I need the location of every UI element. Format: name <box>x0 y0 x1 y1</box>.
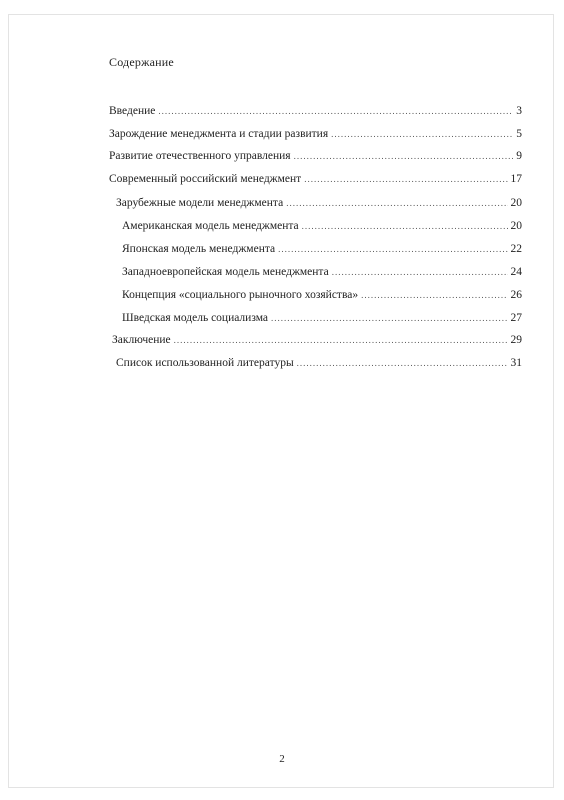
toc-entry-label: Список использованной литературы <box>116 357 294 369</box>
toc-leader-dots <box>304 172 507 186</box>
toc-entry-label: Развитие отечественного управления <box>109 150 291 162</box>
toc-entry-page: 26 <box>510 289 522 301</box>
toc-leader-dots <box>302 219 508 233</box>
toc-leader-dots <box>332 265 508 279</box>
toc-entry-page: 20 <box>510 220 522 232</box>
toc-entry-label: Заключение <box>112 334 171 346</box>
toc-entry-introduction <box>109 104 522 118</box>
toc-entry-social-market <box>122 288 522 302</box>
toc-entry-page: 24 <box>510 266 522 278</box>
toc-entry-domestic <box>109 149 522 163</box>
toc-entry-western-european <box>122 265 522 279</box>
toc-entry-label: Зарубежные модели менеджмента <box>116 197 284 209</box>
toc-entry-japanese <box>122 242 522 256</box>
toc-entry-bibliography <box>116 356 522 370</box>
page-number: 2 <box>279 753 285 765</box>
toc-leader-dots <box>174 333 508 347</box>
toc-entry-page: 31 <box>510 357 522 369</box>
toc-entry-label: Современный российский менеджмент <box>109 173 302 185</box>
toc-leader-dots <box>278 242 507 256</box>
toc-entry-conclusion <box>112 333 522 347</box>
toc-entry-page: 20 <box>510 197 522 209</box>
toc-entry-page: 17 <box>510 173 522 185</box>
toc-entry-american <box>122 219 522 233</box>
toc-leader-dots <box>294 149 514 163</box>
toc-leader-dots <box>158 104 513 118</box>
toc-entry-label: Японская модель менеджмента <box>122 243 276 255</box>
toc-entry-page: 3 <box>516 105 522 117</box>
toc-entry-label: Введение <box>109 105 156 117</box>
toc-entry-russian <box>109 172 522 186</box>
toc-leader-dots <box>271 311 507 325</box>
toc-entry-label: Западноевропейская модель менеджмента <box>122 266 329 278</box>
toc-leader-dots <box>361 288 507 302</box>
toc-entry-page: 22 <box>510 243 522 255</box>
toc-entry-label: Американская модель менеджмента <box>122 220 299 232</box>
toc-entry-swedish <box>122 311 522 325</box>
toc-entry-label: Концепция «социального рыночного хозяйства» <box>122 289 359 301</box>
toc-entry-origin <box>109 127 522 141</box>
toc-leader-dots <box>297 356 508 370</box>
toc-leader-dots <box>286 196 507 210</box>
toc-entry-page: 27 <box>510 312 522 324</box>
toc-entry-label: Шведская модель социализма <box>122 312 269 324</box>
toc-leader-dots <box>331 127 513 141</box>
toc-entry-page: 9 <box>516 150 522 162</box>
toc-entry-page: 5 <box>516 128 522 140</box>
toc-title: Содержание <box>109 55 174 69</box>
toc-entry-page: 29 <box>510 334 522 346</box>
toc-entry-label: Зарождение менеджмента и стадии развития <box>109 128 329 140</box>
toc-entry-foreign <box>116 196 522 210</box>
